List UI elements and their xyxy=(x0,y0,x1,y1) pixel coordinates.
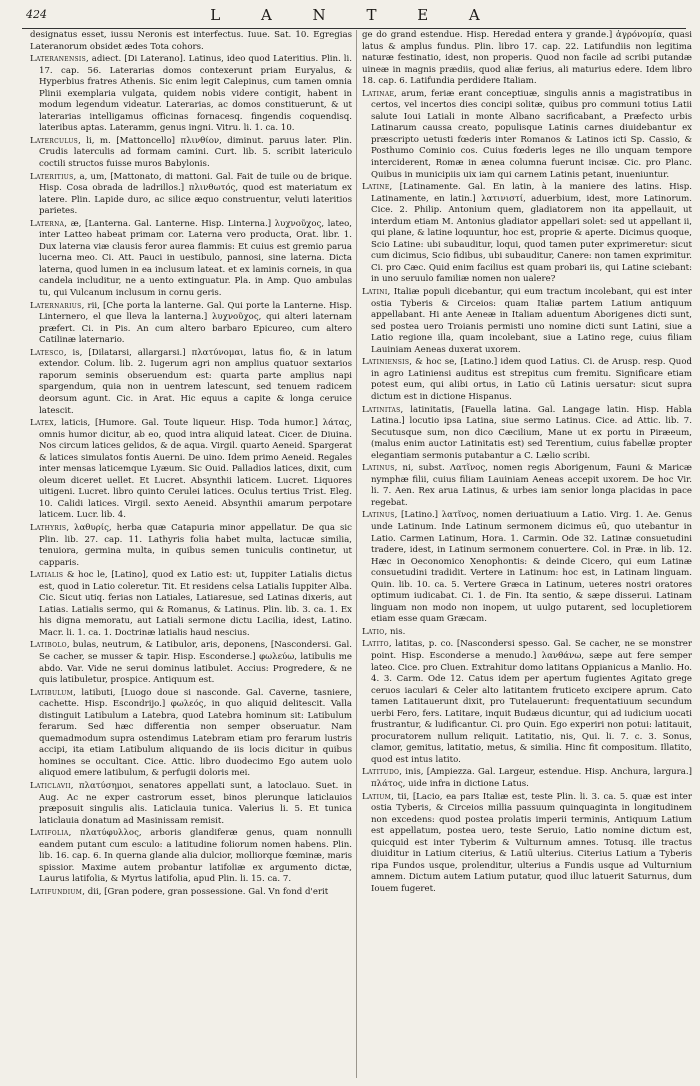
column-divider xyxy=(356,30,357,1078)
dictionary-entry xyxy=(30,54,352,135)
entry-text: , tii, [Lacio, ea pars Italiæ est, teste Plin. li. 3. ca. 5. quæ est inter ostia Tyberis, & Circeios millia passuum quinquaginta in longitudinem non excedens: quod postea prolatis imperii terminis, Antiquum Latium est appellatum, postea uero, teste Seruio, Latio nomine dictum est, quicquid est inter Tyberim & Vulturnum amnes. Totusq. ille tractus diuiditur in Latium citerius, & Latiū ulterius. Citerius Latium a Tyberis ripa Fundos usque, prolenditur, ulterius a Fundis usque ad Vulturnium amnem. Dictum autem Latium putatur, quod illuc latuerit Saturnus, dum Iouem fugeret. xyxy=(371,791,692,894)
entry-text: , æ, [Lanterna. Gal. Lanterne. Hisp. Linterna.] λυχνοῦχος, lateo, inter Latteo habeat primam cor. Laterna vero producta, Orat. libr. 1. Dux laterna viæ clausis feror aurea flammis: Et cuius est gremio parua lucerna meo. Ci. Att. Pauci in uestibulo, pannosi, sine laterna. Dicta laterna, quod lumen in ea inclusum lateat. et ex laminis corneis, in qua candela includitur, ne a uento extinguatur. Pla. in Amp. Quo ambulas tu, qui Vulcanum inclusum in cornu geris. xyxy=(39,218,352,299)
entry-text: , [Latinamente. Gal. En latin, à la maniere des latins. Hisp. Latinamente, en latin.] λατινιστί, aduerbium, idest, more Latinorum. Cice. 2. Philip. Antonium quem, gladiatorem non ita appellauit, ut interdum etiam M. Antonius gladiator appellari solet: sed ut appellant ii, qui plane, & latine loquuntur, hoc est, proprie & aperte. Dicimus quoque, Scio Latine: ubi subauditur, loqui, quod tamen puter exprimeretur: sicut cum dicimus, Scio fidibus, ubi subauditur, Canere: non tamen exprimitur. Ci. pro Cæc. Quid enim facilius est quam probari iis, qui Latine sciebant: in uno seruulo familiæ nomen non ualere? xyxy=(371,182,692,285)
right-column xyxy=(362,30,692,1078)
entry-text: , laticis, [Humore. Gal. Toute liqueur. Hisp. Toda humor.] λάτας, omnis humor dicitur, ab eo, quod intra aliquid lateat. Cicer. de Diuina. Nos circum latices gelidos, & de aqua. Virgil. quarto Aeneid. Spargerat & latices simulatos fontis Auerni. De uino. Idem primo Aeneid. Regales inter mensas laticemque Lyæum. Sic Ouid. Palladios latices, dixit, cum oleum diceret uellet. Et Lucret. Absynthii laticem. Lucret. Liquores uitigeni. Lucret. libro quinto Cerulei latices. Oculus tertius Trist. Eleg. 10. Calidi latices. Virgil. sexto Aeneid. Absynthii amarum perpotare laticem. Lucr. lib. 4. xyxy=(39,418,352,521)
entry-headword: Lathyris xyxy=(30,522,67,533)
entry-text: , bulas, neutrum, & Latibulor, aris, deponens, [Nascondersi. Gal. Se cacher, se musser & tapir. Hisp. Esconderse.] φωλεύω, latibulis me abdo. Var. Vide ne serui dominus latibulet. Accius: Progredere, & ne quis latibuletur, prospice. Antiquum est. xyxy=(39,640,352,686)
entry-text: , arum, feriæ erant conceptiuæ, singulis annis a magistratibus in certos, vel incertos dies concipi solitæ, quibus pro communi totius Latii salute Ioui Latiali in monte Albano sacrificabant, a Præfecto urbis Latinarum caussa creato, populisque Latinis carnes diuidebantur ex præscripto uetusti fœderis inter Romanos & Latinos icti Sp. Cassio, & Posthumo Cominio cos. Cuius fœderis leges ne illo unquam tempore interciderent, Romæ in ænea columna fuerunt incisæ. Cic. pro Planc. Quibus in municipiis uix iam qui carnem Latinis petant, inueniuntur. xyxy=(371,88,692,180)
entry-headword: Latibulum xyxy=(30,687,74,698)
entry-text: , a, um, [Mattonato, di mattoni. Gal. Fait de tuile ou de brique. Hisp. Cosa obrada de ladrillos.] πλινθωτός, quod est materiatum ex latere. Plin. Lapide duro, ac silice æquo construentur, veluti lateritios parietes. xyxy=(39,171,352,217)
entry-headword: Latinus xyxy=(362,510,395,521)
entry-text: , latinitatis, [Fauella latina. Gal. Langage latin. Hisp. Habla Latina.] locutio ipsa Latina, siue sermo Latinus. Cice. ad Attic. lib. 7. Secutusque sum, non dico Cæcilium, Mane ut ex portu in Piræeum, (malus enim auctor Latinitatis est) sed Terentium, cuius fabellæ propter elegantiam sermonis putabantur a C. Lælio scribi. xyxy=(371,404,692,461)
entry-headword: Laterna xyxy=(30,218,65,229)
entry-text: , is, [Dilatarsi, allargarsi.] πλατύνομαι, latus fio, & in latum extendor. Colum. lib. 2. Iugerum agri non amplius quatuor sextarios raporum seminis obseruendum est: quarta parte amplius napi spargendum, quia non in uentrem latescunt, sed tenuem radicem deorsum agunt. Cic. in Arat. Hic equus a capite & longa ceruice latescit. xyxy=(39,347,352,416)
entry-text: ge do grand estendue. Hisp. Heredad entera y grande.] ἀγρόνομία, quasi latus & amplus fundus. Plin. libro 17. cap. 22. Latifundiis non legitima naturæ festinatio, idest, non properis. Quod non facile ad scribi putandæ uineæ in magnis prædiis, quod aliæ ferius, ali maturius edere. Idem libro 18. cap. 6. Latifundia perdidere Italiam. xyxy=(362,30,692,87)
dictionary-entry xyxy=(30,887,352,899)
dictionary-entry xyxy=(30,348,352,417)
entry-text: , rii, [Che porta la lanterne. Gal. Qui porte la Lanterne. Hisp. Linternero, el que lleva la lanterna.] λυχνοῦχος, qui alteri laternam præfert. Ci. in Pis. An cum altero barbaro Epicureo, cum altero Catilinæ laternario. xyxy=(39,300,352,346)
dictionary-entry xyxy=(362,510,692,625)
entry-headword: Latium xyxy=(362,791,392,802)
entry-headword: Latibolo xyxy=(30,640,67,651)
dictionary-entry xyxy=(30,570,352,639)
entry-headword: Latinae xyxy=(362,88,395,99)
entry-text: , dii, [Gran podere, gran possessione. Gal. Vn fond d'erit xyxy=(82,886,329,897)
entry-text: , λαθυρίς, herba quæ Catapuria minor appellatur. De qua sic Plin. lib. 27. cap. 11. Lathyris folia habet multa, lactucæ similia, tenuiora, germina multa, in quibus semen tuniculis continetur, ut capparis. xyxy=(39,522,352,568)
dictionary-entry xyxy=(30,828,352,886)
entry-headword: Latialis xyxy=(30,570,64,581)
dictionary-entry xyxy=(30,172,352,218)
dictionary-entry xyxy=(362,627,692,639)
dictionary-entry xyxy=(362,792,692,896)
entry-headword: Laticlavii xyxy=(30,781,71,791)
dictionary-entry xyxy=(30,301,352,347)
entry-text: , latitas, p. co. [Nascondersi spesso. Gal. Se cacher, ne se monstrer point. Hisp. Esconderse a menudo.] λανθάνω, sæpe aut fere semper lateo. Cice. pro Cluen. Extrahitur domo latitans Oppianicus a Manlio. Ho. 4. 3. Carm. Ode 12. Catus idem per apertum fugientes Agitato grege ceruos iaculari & Celer alto latitantem fruticeto excipere aprum. Cato tamen Latitauerunt dixit, pro Tutelauerunt: frequentatiuum secundum uerbi Fero, fers. Latitare, inquit Budæus dicuntur, qui ad iudicium uocati frustrantur, & ludificantur. Ci. pro Quin. Ego experiri non potui: latitauit, procuratorem nullum reliquit. Latitatio, nis, Qui. li. 7. c. 3. Sonus, clamor, gemitus, latitatio, metus, & similia. Hinc fit compositum. Illatito, quod est intus latito. xyxy=(371,639,692,765)
left-column xyxy=(30,30,352,1078)
entry-headword: Latifundium xyxy=(30,886,83,897)
page-number: 424 xyxy=(26,8,47,21)
entry-text: , nis. xyxy=(384,626,406,637)
dictionary-entry xyxy=(30,523,352,569)
entry-text: , πλατύσημοι, senatores appellati sunt, a latoclauo. Suet. in Aug. Ac ne exper castrorum esset, binos plerunque laticlauios præposuit singulis alis. Laticlauia tunica. Valerius li. 5. Et tunica laticlauia donatum ad Masinissam remisit. xyxy=(39,781,352,826)
dictionary-entry xyxy=(30,688,352,780)
dictionary-entry xyxy=(30,781,352,827)
entry-text: & hoc le, [Latino], quod ex Latio est: ut, Iuppiter Latialis dictus est, quod in Latio coleretur. Tit. Et residens celsa Latialis Iuppiter Alba. Cic. Sicut utiq. ferias non Latiales, Latiaresue, sed Latinas dixeris, aut Latias. Latialis sermo, qui & Romanus, & Latinus. Plin. lib. 3. ca. 1. Ex his digna memoratu, aut Latiali sermone dictu Lacilia, idest, Latino. Macr. li. 1. ca. 1. Doctrinæ latialis haud nescius. xyxy=(39,570,352,638)
entry-text: designatus esset, iussu Neronis est interfectus. Iuue. Sat. 10. Egregias Lateranorum obsidet ædes Tota cohors. xyxy=(30,30,352,52)
dictionary-entry xyxy=(30,418,352,522)
dictionary-entry xyxy=(362,357,692,403)
dictionary-entry xyxy=(362,463,692,509)
entry-headword: Latex xyxy=(30,418,54,429)
entry-headword: Latini xyxy=(362,287,388,298)
entry-headword: Latito xyxy=(362,639,389,650)
entry-text: , Italiæ populi dicebantur, qui eum tractum incolebant, qui est inter ostia Tyberis & Circeios: quam Italiæ partem Latium antiquum appellabant. Hi ante Aeneæ in Italiam aduentum Aborigenes dicti sunt, sed postea uero Troianis permisti uno nomine dicti sunt Latini, siue a Latio regione illa, quam incolebant, siue a Latino rege, cuius filiam Lauiniam Aeneas duxerat uxorem. xyxy=(371,287,692,355)
entry-headword: Latinus xyxy=(362,463,395,474)
entry-text: , li, m. [Mattoncello] πλινθίον, diminut. paruus later. Plin. Crudis laterculis ad formam camini. Curt. lib. 5. scribit latericulo coctili structos fuisse muros Babylonis. xyxy=(39,135,352,170)
dictionary-entry xyxy=(362,30,692,88)
entry-headword: Laternarius xyxy=(30,300,82,311)
entry-text: , πλατύφυλλος, arboris glandiferæ genus, quam nonnulli eandem putant cum esculo: a latitudine foliorum nomen habens. Plin. lib. 16. cap. 6. In querna glande alia dulcior, molliorque fœminæ, maris spissior. Maxime autem probantur latifoliæ ex argumento dictæ, Laurus latifolia, & Myrtus latifolia, apud Plin. li. 15. ca. 7. xyxy=(39,828,352,885)
dictionary-entry xyxy=(30,219,352,300)
entry-headword: Laterculus xyxy=(30,135,79,146)
entry-headword: Latesco xyxy=(30,347,64,358)
running-head: L A N T E A xyxy=(210,6,498,24)
entry-headword: Latine xyxy=(362,182,390,193)
dictionary-entry xyxy=(362,182,692,286)
dictionary-entry xyxy=(362,89,692,181)
entry-text: , inis, [Ampiezza. Gal. Largeur, estendue. Hisp. Anchura, largura.] πλάτος, uide infra in dictione Latus. xyxy=(371,767,692,789)
dictionary-entry xyxy=(362,767,692,790)
entry-text: , [Latino.] λατῖνος, nomen deriuatiuum a Latio. Virg. 1. Ae. Genus unde Latinum. Inde Latinum sermonem dicimus eū, quo utebantur in Latio. Carmen Latinum, Hora. 1. Carmin. Ode 32. Latinæ consuetudini tradere, idest, in Latinum sermonem conuertere. Col. in Præ. in lib. 12. Hæc in Oeconomico Xenophontis: & deinde Cicero, qui eum Latinæ consuetudini tradidit. Vertere in Latinum: hoc est, in Latinam linguam. Quin. lib. 10. ca. 5. Vertere Græca in Latinum, ueteres nostri oratores optimum iudicabat. Ci. 1. de Fin. Ita sentio, & sæpe disserui. Latinam linguam non modo non inopem, ut uulgo putarent, sed locupletiorem etiam esse quam Græcam. xyxy=(371,510,692,625)
page-header xyxy=(22,4,686,29)
entry-headword: Latitudo xyxy=(362,767,400,778)
entry-headword: Lateritius xyxy=(30,171,74,182)
entry-text: , & hoc se, [Latino.] idem quod Latius. Ci. de Arusp. resp. Quod in agro Latiniensi auditus est strepitus cum fremitu. Significare etiam potest eum, qui alibi ortus, in Latio cū Latinis uersatur: sicut supra dictum est in dictione Hispanus. xyxy=(371,357,692,402)
dictionary-entry xyxy=(362,287,692,356)
dictionary-entry xyxy=(30,136,352,171)
entry-headword: Latio xyxy=(362,626,385,637)
dictionary-entry xyxy=(362,405,692,463)
entry-text: , latibuti, [Luogo doue si nasconde. Gal. Caverne, tasniere, cachette. Hisp. Escondrijo.] φωλεός, in quo aliquid delitescit. Valla distinguit Latibulum a Latebra, quod Latebra hominum sit: Latibulum ferarum. Sed hæc differentia non semper obseruatur. Nam quemadmodum supra ostendimus Latebram etiam pro ferarum lustris accipi, ita etiam Latibulum aliquando de iis locis dicitur in quibus homines se occultant. Cice. Attic. libro duodecimo Ego autem uolo aliquod emere latibulum, & perfugii doloris mei. xyxy=(39,687,352,779)
entry-text: , adiect. [Di Laterano]. Latinus, ideo quod Lateritius. Plin. li. 17. cap. 56. Laterarias domos contexerunt priam Euryalus, & Hyperbius fratres Athenis. Sic enim legit Calepinus, cum tamen omnia Plinii exemplaria vulgata, quidem nobis videre contigit, habent in modum legendum videatur. Laterarias, ac domos constituerunt, & ut laterarias intelligamus officinas fornacesq. fingendis coquendisq. lateribus aptas. Lateramm, genus ingni. Vitru. li. 1. ca. 10. xyxy=(39,54,352,134)
entry-headword: Lateranensis xyxy=(30,54,87,65)
entry-headword: Latinitas xyxy=(362,404,401,415)
dictionary-entry xyxy=(30,640,352,686)
entry-headword: Latiniensis xyxy=(362,357,410,368)
dictionary-entry xyxy=(362,639,692,766)
entry-headword: Latifolia xyxy=(30,828,69,839)
entry-text: , ni, subst. Λατῖνος, nomen regis Aborigenum, Fauni & Maricæ nymphæ filii, cuius filiam Lauiniam Aeneas accepit uxorem. De hoc Vir. li. 7. Aen. Rex arua Latinus, & urbes iam senior longa placidas in pace regebat. xyxy=(371,463,692,508)
dictionary-entry xyxy=(30,30,352,53)
